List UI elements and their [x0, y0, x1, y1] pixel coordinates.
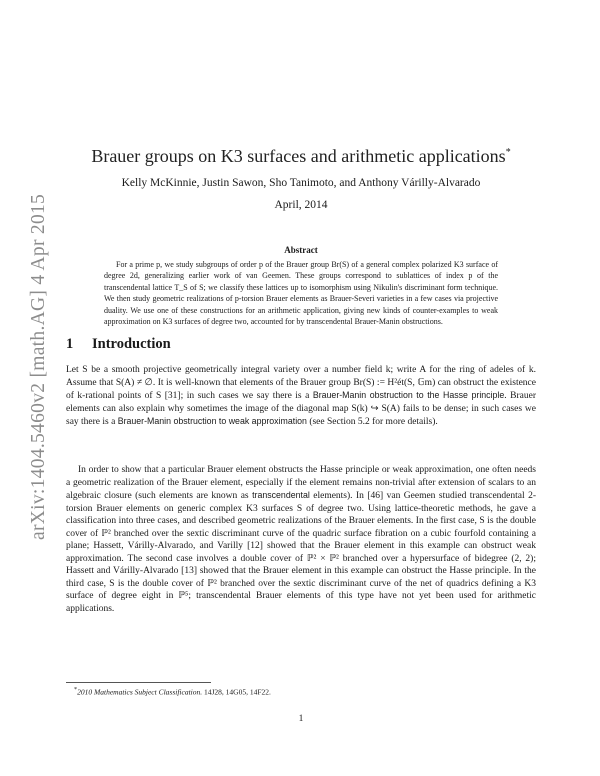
- intro-paragraph-1: [66, 364, 536, 429]
- term-transcendental: transcendental: [252, 490, 310, 501]
- abstract-text: For a prime p, we study subgroups of order p of the Brauer group Br(S) of a general complex polarized K3 surface of degree 2d, generalizing earlier work of van Geemen. These groups correspond to sublattices of index p of the transcendental lattice T_S of S; we classify these lattices up to isomorphism using Nikulin's discriminant form technique. We then study geometric realizations of p-torsion Brauer elements as Brauer-Severi varieties in a few cases via projective duality. We use one of these constructions for an arithmetic application, giving new kinds of counter-examples to weak approximation on K3 surfaces of degree two, accounted for by transcendental Brauer-Manin obstructions.: [104, 260, 498, 327]
- footnote-label: 2010 Mathematics Subject Classification.: [77, 687, 203, 697]
- paragraph-1-text-a: Let S be a smooth projective geometrically integral variety over a number field k; write A for the ring of adeles of k. Assume that S(A) ≠ ∅. It is well-known that elements of the Brauer group Br(S) := H²ét(S, 𝔾m) can obstruct the existence of k-rational points of S [31]; in such cases we say there is a: [66, 365, 536, 402]
- author-list: Kelly McKinnie, Justin Sawon, Sho Tanimoto, and Anthony Várilly-Alvarado: [121, 177, 481, 189]
- arxiv-identifier-stamp: arXiv:1404.5460v2 [math.AG] 4 Apr 2015: [28, 193, 49, 540]
- term-weak-approximation: Brauer-Manin obstruction to weak approximation: [117, 416, 307, 427]
- paper-title: [66, 146, 536, 167]
- footnote: [74, 686, 271, 697]
- footnote-codes: 14J28, 14G05, 14F22.: [204, 687, 271, 697]
- paper-page: [66, 0, 536, 776]
- footnote-mark: *: [74, 686, 78, 693]
- publication-date: April, 2014: [274, 199, 328, 211]
- intro-paragraph-2: [66, 464, 536, 616]
- section-heading: [66, 336, 171, 353]
- section-number: 1: [66, 336, 74, 352]
- abstract-heading: Abstract: [284, 245, 318, 255]
- footnote-divider: [66, 682, 211, 683]
- section-title: Introduction: [92, 336, 171, 352]
- title-footnote-mark: *: [505, 147, 511, 158]
- page-number: 1: [298, 714, 304, 724]
- paragraph-1-text-c: (see Section 5.2 for more details).: [306, 417, 438, 428]
- paragraph-2-text-a: In order to show that a particular Brauer element obstructs the Hasse principle or weak approximation, one often needs a geometric realization of the Brauer element, especially if the element remains non-trivial after extension of scalars to an algebraic closure (such elements are known as: [66, 465, 536, 502]
- term-hasse-principle: Brauer-Manin obstruction to the Hasse principle: [312, 390, 505, 401]
- paper-title-text: Brauer groups on K3 surfaces and arithmetic applications: [91, 146, 506, 166]
- paragraph-1-text-b: . Brauer elements can also explain why sometimes the image of the diagonal map S(k) ↪ S(A) fails to be dense; in such cases we say there is a: [66, 391, 536, 428]
- paragraph-2-text-b: elements). In [46] van Geemen studied transcendental 2-torsion Brauer elements on generic complex K3 surfaces S of degree two. Using lattice-theoretic methods, he gave a classification into three cases, and described geometric realizations of the Brauer elements. In the first case, S is the double cover of ℙ² branched over the sextic discriminant curve of the quadric surface fibration on a cubic fourfold containing a plane; Hassett, Várilly-Alvarado, and Varilly [12] showed that the Brauer element in this example can obstruct weak approximation. The second case involves a double cover of ℙ² × ℙ² branched over a hypersurface of bidegree (2, 2); Hassett and Várilly-Alvarado [13] showed that the Brauer element in this example can obstruct the Hasse principle. In the third case, S is the double cover of ℙ² branched over the sextic discriminant curve of the net of quadrics defining a K3 surface of degree eight in ℙ⁵; transcendental Brauer elements of this type have not yet been used for arithmetic applications.: [66, 491, 536, 615]
